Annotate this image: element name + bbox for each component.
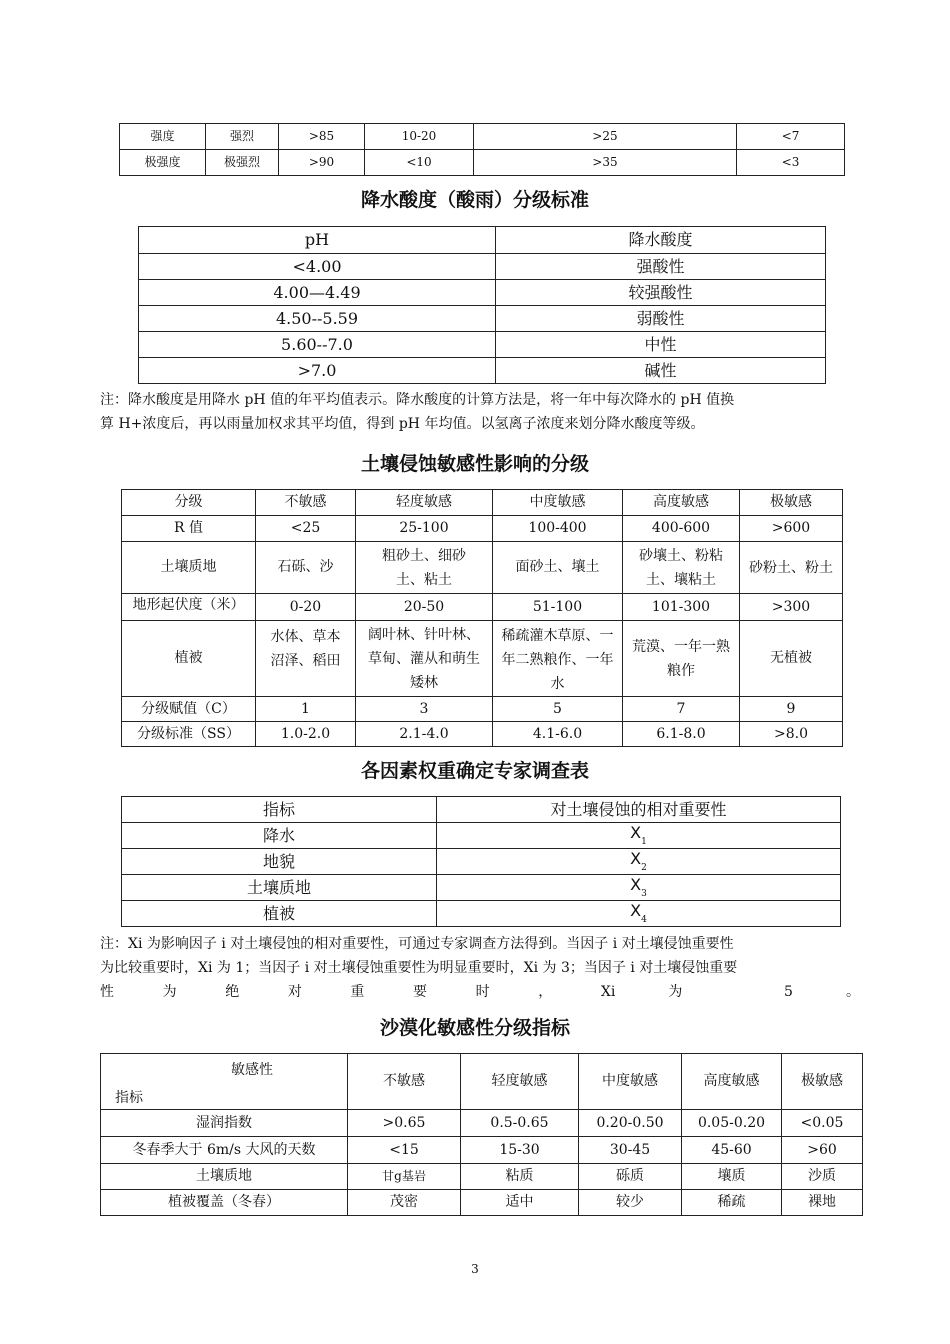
table-cell: 分级标准（SS）	[122, 722, 256, 747]
table-cell: 4.50--5.59	[139, 306, 496, 332]
table-cell: 植被覆盖（冬春）	[101, 1190, 348, 1216]
table-cell: >600	[740, 516, 843, 542]
table-cell	[437, 901, 841, 927]
table-header-cell: 极敏感	[740, 490, 843, 516]
weight-subscript: 3	[641, 889, 647, 900]
table-row	[139, 306, 826, 332]
table-cell: 中性	[496, 332, 826, 358]
table-cell: >90	[279, 150, 365, 176]
table-header-cell: 降水酸度	[496, 227, 826, 254]
table-cell: <15	[348, 1137, 461, 1164]
table-header-cell: 高度敏感	[623, 490, 740, 516]
table-cell: 粘质	[461, 1164, 579, 1190]
note-line: 注：降水酸度是用降水 pH 值的年平均值表示。降水酸度的计算方法是，将一年中每次降水的 pH 值换	[100, 392, 735, 408]
table-cell: <10	[365, 150, 474, 176]
table-row	[120, 124, 845, 150]
table-cell: >60	[782, 1137, 863, 1164]
table-header-cell: 不敏感	[348, 1054, 461, 1110]
acid-rain-table	[138, 226, 826, 384]
erosion-title: 土壤侵蚀敏感性影响的分级	[360, 453, 589, 475]
vegetation-text: 水体、草本沼泽、稻田	[270, 628, 341, 669]
table-cell: >35	[474, 150, 737, 176]
table-cell: >8.0	[740, 722, 843, 747]
table-cell: <25	[256, 516, 356, 542]
table-header-cell: 轻度敏感	[461, 1054, 579, 1110]
table-header-cell: 分级	[122, 490, 256, 516]
table-cell: 2.1-4.0	[356, 722, 493, 747]
table-cell: 较少	[579, 1190, 682, 1216]
table-header-row	[122, 490, 843, 516]
table-cell: 20-50	[356, 594, 493, 621]
table-row	[139, 280, 826, 306]
note-line: 算 H+浓度后，再以雨量加权求其平均值，得到 pH 年均值。以氢离子浓度来划分降水酸度等级。	[100, 416, 705, 432]
table-cell: 较强酸性	[496, 280, 826, 306]
table-cell: 10-20	[365, 124, 474, 150]
weights-note	[100, 932, 860, 1004]
table-header-cell: 指标	[122, 797, 437, 823]
table-row	[120, 150, 845, 176]
table-header-cell: 不敏感	[256, 490, 356, 516]
table-cell: >300	[740, 594, 843, 621]
weights-table	[121, 796, 841, 927]
table-cell	[437, 823, 841, 849]
table-cell: 强度	[120, 124, 206, 150]
table-cell: 适中	[461, 1190, 579, 1216]
table-cell: >0.65	[348, 1110, 461, 1137]
table-cell: R 值	[122, 516, 256, 542]
vegetation-text: 稀疏灌木草原、一年二熟粮作、一年水	[501, 627, 614, 692]
table-cell: <7	[737, 124, 845, 150]
table-header-cell: 极敏感	[782, 1054, 863, 1110]
table-cell: 裸地	[782, 1190, 863, 1216]
table-cell: 分级赋值（C）	[122, 697, 256, 722]
table-cell: 51-100	[493, 594, 623, 621]
weights-title: 各因素权重确定专家调查表	[360, 760, 589, 782]
weight-variable: X	[630, 875, 642, 895]
weight-variable: X	[630, 901, 642, 921]
table-cell: 砂壤土、粉粘土、壤粘土	[623, 542, 740, 594]
table-cell: 壤质	[682, 1164, 782, 1190]
table-cell: 弱酸性	[496, 306, 826, 332]
table-cell: 石砾、沙	[256, 542, 356, 594]
table-row	[101, 1137, 863, 1164]
note-line: 为比较重要时，Xi 为 1；当因子 i 对土壤侵蚀重要性为明显重要时，Xi 为 3；当因子 i 对土壤侵蚀重要	[100, 960, 738, 976]
weight-subscript: 1	[641, 837, 647, 848]
table-cell: 植被	[122, 901, 437, 927]
table-cell: 25-100	[356, 516, 493, 542]
table-row	[122, 516, 843, 542]
table-cell: 砾质	[579, 1164, 682, 1190]
table-cell: 粗砂土、细砂土、粘土	[356, 542, 493, 594]
acid-rain-note	[100, 388, 860, 436]
table-header-cell: 高度敏感	[682, 1054, 782, 1110]
table-cell: 湿润指数	[101, 1110, 348, 1137]
table-row	[101, 1190, 863, 1216]
table-cell: >7.0	[139, 358, 496, 384]
table-cell: 1	[256, 697, 356, 722]
table-cell: 冬春季大于 6m/s 大风的天数	[101, 1137, 348, 1164]
table-row	[122, 722, 843, 747]
table-cell: 阔叶林、针叶林、草甸、灌从和萌生矮林	[356, 621, 493, 697]
table-cell: 土壤质地	[122, 875, 437, 901]
intensity-table	[119, 123, 845, 176]
table-cell: 强酸性	[496, 254, 826, 280]
table-cell	[122, 594, 256, 621]
table-row	[122, 697, 843, 722]
table-cell: 土壤质地	[122, 542, 256, 594]
page-number: 3	[471, 1262, 479, 1276]
table-cell: 0.05-0.20	[682, 1110, 782, 1137]
table-cell: <3	[737, 150, 845, 176]
table-cell: 荒漠、一年一熟粮作	[623, 621, 740, 697]
table-cell: 30-45	[579, 1137, 682, 1164]
table-cell: 土壤质地	[101, 1164, 348, 1190]
note-line: 注：Xi 为影响因子 i 对土壤侵蚀的相对重要性，可通过专家调查方法得到。当因子 i 对土壤侵蚀重要性	[100, 936, 734, 952]
table-cell: 植被	[122, 621, 256, 697]
table-row	[122, 542, 843, 594]
terrain-label: 地形起伏度（米）	[132, 597, 245, 613]
table-cell: 45-60	[682, 1137, 782, 1164]
acid-rain-title: 降水酸度（酸雨）分级标准	[360, 189, 589, 211]
erosion-table	[121, 489, 843, 747]
table-cell: 0.20-0.50	[579, 1110, 682, 1137]
table-row	[122, 621, 843, 697]
table-cell: >25	[474, 124, 737, 150]
table-header-cell: 中度敏感	[579, 1054, 682, 1110]
table-row	[101, 1110, 863, 1137]
desert-table	[100, 1053, 863, 1216]
table-cell: 9	[740, 697, 843, 722]
table-cell: 15-30	[461, 1137, 579, 1164]
table-cell: 强烈	[206, 124, 279, 150]
desert-title: 沙漠化敏感性分级指标	[379, 1017, 570, 1039]
table-row	[101, 1164, 863, 1190]
corner-labels	[101, 1054, 347, 1109]
table-cell	[437, 849, 841, 875]
weight-subscript: 4	[641, 915, 647, 926]
table-cell: 0.5-0.65	[461, 1110, 579, 1137]
table-row	[122, 849, 841, 875]
corner-cell	[101, 1054, 348, 1110]
table-cell: 碱性	[496, 358, 826, 384]
weight-subscript: 2	[641, 863, 647, 874]
table-header-row	[139, 227, 826, 254]
table-cell	[256, 621, 356, 697]
table-cell: 3	[356, 697, 493, 722]
table-cell: 茂密	[348, 1190, 461, 1216]
table-header-cell: pH	[139, 227, 496, 254]
table-row	[139, 358, 826, 384]
table-cell: 降水	[122, 823, 437, 849]
table-header-row	[122, 797, 841, 823]
table-cell: 无植被	[740, 621, 843, 697]
table-header-cell: 轻度敏感	[356, 490, 493, 516]
table-cell: 100-400	[493, 516, 623, 542]
table-row	[139, 254, 826, 280]
table-header-cell: 中度敏感	[493, 490, 623, 516]
table-cell: 地貌	[122, 849, 437, 875]
table-cell: 6.1-8.0	[623, 722, 740, 747]
weight-variable: X	[630, 849, 642, 869]
table-cell: 甘g基岩	[348, 1164, 461, 1190]
table-cell: 面砂土、壤土	[493, 542, 623, 594]
table-cell: 5.60--7.0	[139, 332, 496, 358]
table-cell: 7	[623, 697, 740, 722]
corner-bottom-label: 指标	[115, 1090, 143, 1106]
table-header-cell: 对土壤侵蚀的相对重要性	[437, 797, 841, 823]
table-header-row	[101, 1054, 863, 1110]
table-cell: 0-20	[256, 594, 356, 621]
table-row	[122, 875, 841, 901]
table-cell: 4.00—4.49	[139, 280, 496, 306]
table-cell: 1.0-2.0	[256, 722, 356, 747]
table-cell: 400-600	[623, 516, 740, 542]
weight-variable: X	[630, 823, 642, 843]
table-cell: 极强烈	[206, 150, 279, 176]
table-cell: <0.05	[782, 1110, 863, 1137]
corner-top-label: 敏感性	[231, 1062, 273, 1078]
table-cell	[437, 875, 841, 901]
table-cell	[493, 621, 623, 697]
table-row	[122, 594, 843, 621]
table-cell: >85	[279, 124, 365, 150]
table-cell: 5	[493, 697, 623, 722]
table-cell: 稀疏	[682, 1190, 782, 1216]
table-cell: <4.00	[139, 254, 496, 280]
table-row	[122, 823, 841, 849]
note-line: 性为绝对重要时，Xi 为 5 。	[100, 984, 860, 1000]
table-cell: 砂粉土、粉土	[740, 542, 843, 594]
table-row	[122, 901, 841, 927]
table-cell: 极强度	[120, 150, 206, 176]
table-cell: 101-300	[623, 594, 740, 621]
table-row	[139, 332, 826, 358]
table-cell: 4.1-6.0	[493, 722, 623, 747]
table-cell: 沙质	[782, 1164, 863, 1190]
